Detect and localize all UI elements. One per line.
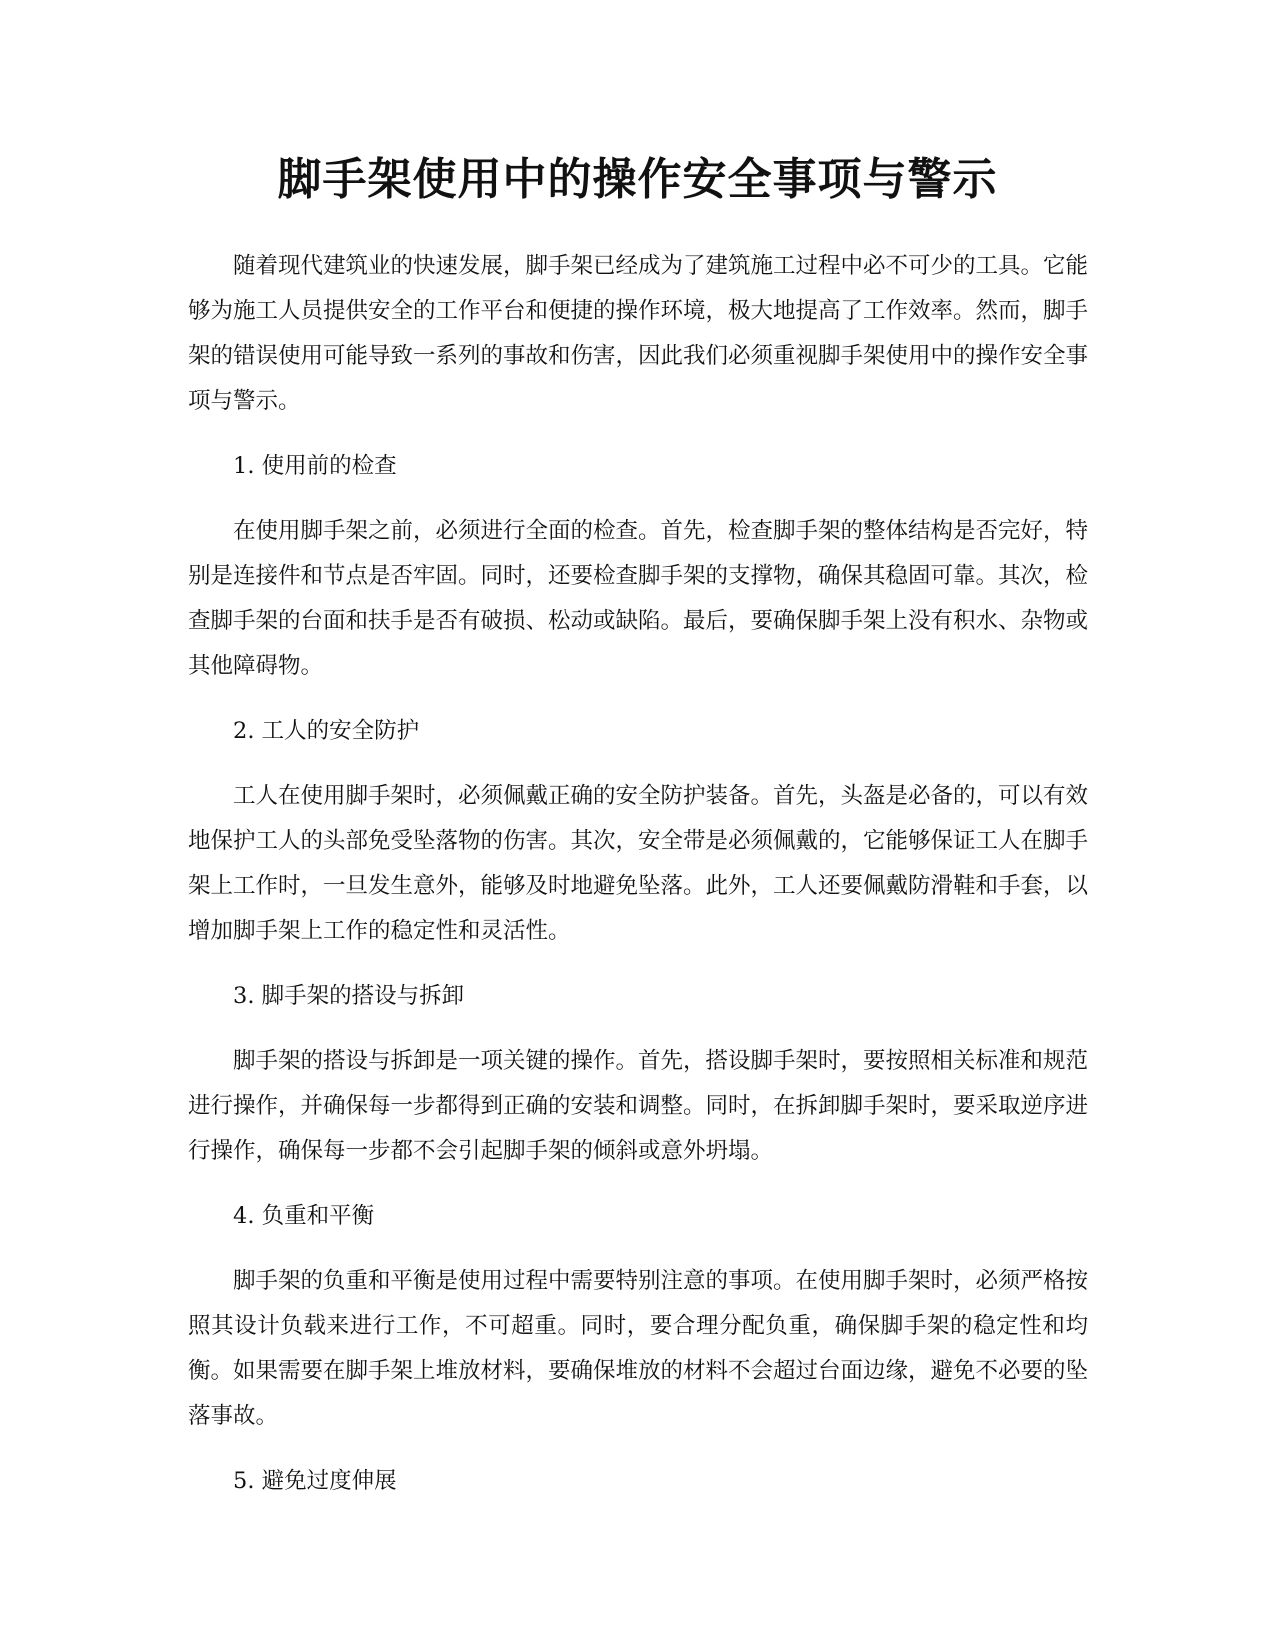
section-paragraph-3: 脚手架的搭设与拆卸是一项关键的操作。首先，搭设脚手架时，要按照相关标准和规范进行操作，并确保每一步都得到正确的安装和调整。同时，在拆卸脚手架时，要采取逆序进行操作，确保每一步都不会引起脚手架的倾斜或意外坍塌。 xyxy=(188,1048,1089,1164)
section-heading-2: 2. 工人的安全防护 xyxy=(233,718,420,744)
section-paragraph-2: 工人在使用脚手架时，必须佩戴正确的安全防护装备。首先，头盔是必备的，可以有效地保护工人的头部免受坠落物的伤害。其次，安全带是必须佩戴的，它能够保证工人在脚手架上工作时，一旦发生意外，能够及时地避免坠落。此外，工人还要佩戴防滑鞋和手套，以增加脚手架上工作的稳定性和灵活性。 xyxy=(188,783,1089,944)
section-paragraph-1: 在使用脚手架之前，必须进行全面的检查。首先，检查脚手架的整体结构是否完好，特别是连接件和节点是否牢固。同时，还要检查脚手架的支撑物，确保其稳固可靠。其次，检查脚手架的台面和扶手是否有破损、松动或缺陷。最后，要确保脚手架上没有积水、杂物或其他障碍物。 xyxy=(188,518,1089,679)
section-heading-4: 4. 负重和平衡 xyxy=(233,1203,375,1229)
document-title: 脚手架使用中的操作安全事项与警示 xyxy=(277,154,998,205)
intro-paragraph: 随着现代建筑业的快速发展，脚手架已经成为了建筑施工过程中必不可少的工具。它能够为施工人员提供安全的工作平台和便捷的操作环境，极大地提高了工作效率。然而，脚手架的错误使用可能导致一系列的事故和伤害，因此我们必须重视脚手架使用中的操作安全事项与警示。 xyxy=(188,253,1089,414)
section-heading-5: 5. 避免过度伸展 xyxy=(233,1468,397,1494)
section-paragraph-4: 脚手架的负重和平衡是使用过程中需要特别注意的事项。在使用脚手架时，必须严格按照其设计负载来进行工作，不可超重。同时，要合理分配负重，确保脚手架的稳定性和均衡。如果需要在脚手架上堆放材料，要确保堆放的材料不会超过台面边缘，避免不必要的坠落事故。 xyxy=(188,1268,1089,1429)
section-heading-3: 3. 脚手架的搭设与拆卸 xyxy=(233,983,465,1009)
section-heading-1: 1. 使用前的检查 xyxy=(233,453,397,479)
document-body xyxy=(188,244,1088,1524)
